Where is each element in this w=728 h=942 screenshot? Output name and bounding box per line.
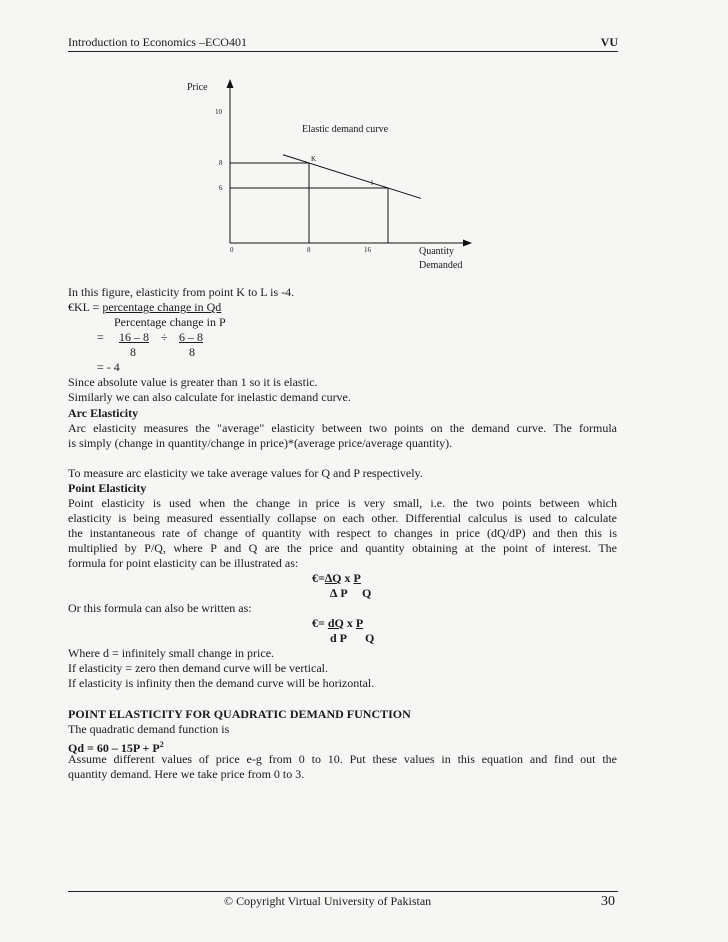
x-tick-16: 16 [364,246,371,254]
formula1-top [312,571,361,586]
formula2-num1: dQ [327,616,344,630]
header-rule [68,51,618,52]
result-line: = - 4 [97,360,120,374]
point-k-label: K [311,155,317,163]
heading-quadratic: POINT ELASTICITY FOR QUADRATIC DEMAND FUNCTION [68,707,411,721]
formula2-den1: d P [330,631,348,645]
demand-curve-line [283,155,421,199]
heading-point-elasticity: Point Elasticity [68,481,147,495]
demand-curve-figure [180,76,480,276]
formula2-num2: P [355,616,364,630]
quadratic-paragraph-line-1: Assume different values of price e-g from 0 to 10. Put these values in this equation and find out the [68,752,617,766]
or-line: Or this formula can also be written as: [68,601,252,615]
formula2-den2: Q [365,631,375,645]
header-brand: VU [600,35,618,49]
paragraph-inelastic: Similarly we can also calculate for inelastic demand curve. [68,390,351,404]
page-number: 30 [601,894,615,909]
point-elasticity-line-1: Point elasticity is used when the change in price is very small, i.e. the two points between which [68,496,617,510]
eq-sign: = [97,330,104,344]
x-axis-label-line1: Quantity [419,246,454,257]
x-axis-arrow [463,240,472,247]
formula1-den1: ∆ P [330,586,348,600]
where-line: Where d = infinitely small change in price. [68,646,275,660]
fraction1-denominator: 8 [130,345,136,359]
formula2-times: x [343,616,356,630]
paragraph-elasticity-kl: In this figure, elasticity from point K to L is -4. [68,285,295,299]
fraction2-denominator: 8 [189,345,195,359]
x-tick-0: 0 [230,246,234,254]
footer-copyright: © Copyright Virtual University of Pakistan [224,894,432,908]
y-tick-6: 6 [219,184,223,192]
division-sign: ÷ [161,330,168,344]
paragraph-absolute-value: Since absolute value is greater than 1 so it is elastic. [68,375,318,389]
formula1-prefix: €= [312,571,325,585]
ekl-numerator: percentage change in Qd [102,300,222,314]
point-elasticity-line-2: elasticity is being measured essentially collapse on each other. Differential calculus is used to calculate [68,511,617,525]
quadratic-exponent: 2 [159,740,164,749]
point-elasticity-line-5: formula for point elasticity can be illustrated as: [68,556,299,570]
ekl-denominator: Percentage change in P [114,315,226,329]
formula2-prefix: €= [312,616,328,630]
ekl-formula-line [68,300,221,315]
arc-line-2: is simply (change in quantity/change in price)*(average price/average quantity). [68,436,453,450]
x-axis-label-line2: Demanded [419,260,463,271]
formula1-times: x [341,571,354,585]
formula1-den2: Q [362,586,372,600]
fraction2-numerator: 6 – 8 [179,330,203,344]
arc-line-1: Arc elasticity measures the "average" elasticity between two points on the demand curve. The formula [68,421,617,435]
quadratic-equation-body: Qd = 60 – 15P + P [68,741,160,755]
y-axis-arrow [227,79,234,88]
heading-arc-elasticity: Arc Elasticity [68,406,139,420]
zero-elasticity-line: If elasticity = zero then demand curve will be vertical. [68,661,328,675]
point-l-label: l [371,179,373,187]
point-elasticity-line-4: multiplied by P/Q, where P and Q are the price and quantity obtaining at the point of interest. The [68,541,617,555]
ekl-prefix: €KL = [68,300,103,314]
formula2-top [312,616,363,631]
point-elasticity-line-3: the instantaneous rate of change of quantity with respect to changes in price (dQ/dP) and then this is [68,526,617,540]
infinite-elasticity-line: If elasticity is infinity then the demand curve will be horizontal. [68,676,375,690]
x-tick-8: 8 [307,246,311,254]
formula1-num1: ∆Q [324,571,342,585]
header-title: Introduction to Economics –ECO401 [68,35,247,49]
formula1-num2: P [353,571,361,585]
footer-rule [68,891,618,892]
arc-paragraph-2: To measure arc elasticity we take average values for Q and P respectively. [68,466,423,480]
y-tick-8: 8 [219,159,223,167]
y-axis-label: Price [187,82,208,93]
quadratic-intro: The quadratic demand function is [68,722,230,736]
quadratic-paragraph-line-2: quantity demand. Here we take price from 0 to 3. [68,767,305,781]
fraction1-numerator: 16 – 8 [119,330,149,344]
curve-label: Elastic demand curve [302,124,389,135]
y-tick-10: 10 [215,108,222,116]
